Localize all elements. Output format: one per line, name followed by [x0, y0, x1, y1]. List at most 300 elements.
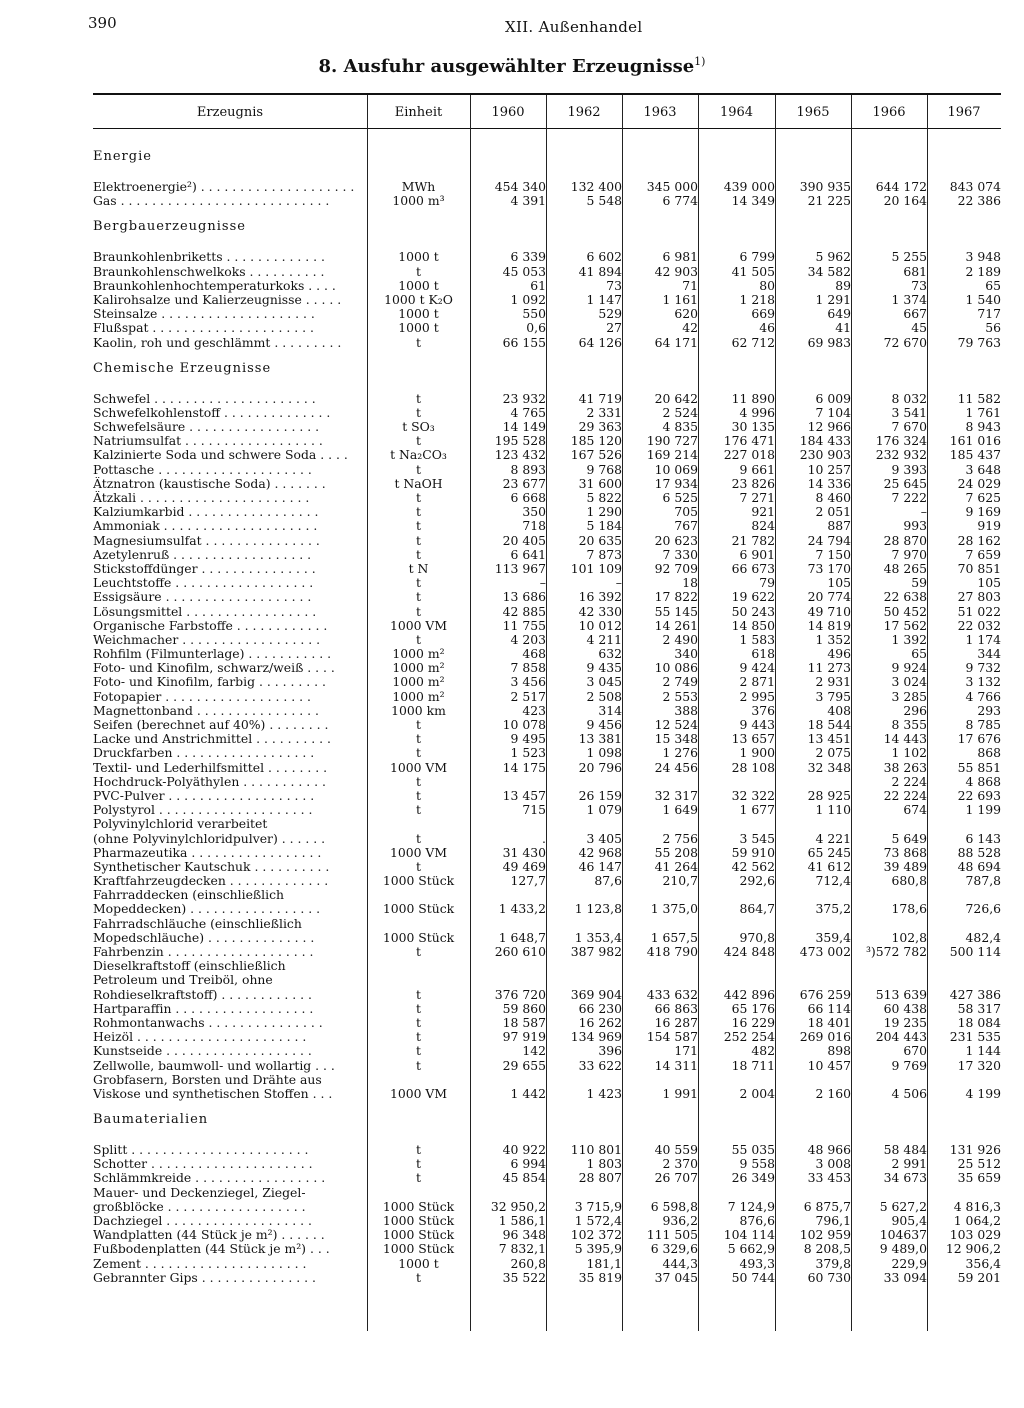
value-cell: 424 848	[723, 945, 775, 959]
value-cell: 28 925	[807, 788, 851, 803]
value-cell: 620	[674, 307, 698, 322]
value-cell	[470, 1186, 546, 1200]
value-cell: 92 709	[654, 561, 698, 576]
value-cell: 73 170	[807, 561, 851, 576]
product-name: Gebrannter Gips . . . . . . . . . . . . . . .	[93, 1270, 316, 1285]
product-name: Pharmazeutika . . . . . . . . . . . . . . . . .	[93, 845, 322, 860]
value-cell: 28 870	[883, 533, 927, 548]
value-cell	[775, 775, 851, 789]
value-cell	[698, 888, 775, 902]
unit-cell: t	[416, 1270, 421, 1285]
value-cell: 6 994	[510, 1157, 546, 1172]
value-cell: 5 548	[586, 194, 622, 209]
product-name: Viskose und synthetischen Stoffen . . .	[93, 1086, 333, 1101]
value-cell: 42 885	[502, 604, 546, 619]
value-cell	[470, 959, 546, 973]
value-cell: 50 243	[731, 604, 775, 619]
value-cell: 2 370	[662, 1157, 698, 1172]
value-cell: 439 000	[723, 180, 775, 194]
value-cell: 32 348	[807, 760, 851, 775]
unit-cell: t Na₂CO₃	[390, 448, 447, 463]
value-cell: 35 819	[578, 1270, 622, 1285]
value-cell: 22 386	[957, 194, 1002, 209]
value-cell: 1 423	[586, 1086, 622, 1101]
table-row	[93, 406, 1001, 420]
unit-cell	[367, 1186, 470, 1200]
value-cell: 2 004	[739, 1086, 775, 1101]
value-cell: 19 235	[883, 1015, 927, 1030]
value-cell: 6 774	[662, 194, 698, 209]
section-row	[93, 220, 1001, 238]
value-cell: 3 545	[739, 831, 775, 846]
product-name: Foto- und Kinofilm, farbig . . . . . . . . .	[93, 675, 326, 690]
value-cell: 6 901	[739, 547, 775, 562]
top-rule	[93, 93, 1001, 95]
value-cell	[851, 1073, 927, 1087]
value-cell	[927, 959, 1001, 973]
value-cell: 60 438	[883, 1001, 927, 1016]
value-cell: 113 967	[494, 561, 546, 576]
value-cell: 5 822	[586, 491, 622, 505]
value-cell: 5 662,9	[727, 1242, 775, 1257]
value-cell: 1 161	[662, 292, 698, 307]
unit-cell: t	[416, 1030, 421, 1045]
value-cell: 717	[977, 307, 1002, 322]
value-cell: 181,1	[586, 1256, 622, 1271]
value-cell: 79	[759, 576, 775, 591]
product-name: Fotopapier . . . . . . . . . . . . . . . . . . .	[93, 689, 311, 704]
value-cell: 6 009	[815, 391, 851, 406]
table-row	[93, 548, 1001, 562]
value-cell: 843 074	[949, 180, 1002, 194]
value-cell: 9 424	[739, 661, 775, 676]
value-cell: 42	[682, 321, 698, 336]
unit-cell: t	[416, 505, 421, 520]
section-heading: Energie	[93, 150, 152, 164]
value-cell: 1 079	[586, 803, 622, 818]
value-cell: 376	[751, 703, 775, 718]
value-cell: 176 471	[723, 434, 775, 449]
value-cell: 65	[911, 647, 927, 662]
value-cell: 232 932	[875, 448, 927, 463]
value-cell: 8 893	[510, 462, 546, 477]
unit-cell: 1000 Stück	[382, 1242, 455, 1257]
spacer	[93, 1131, 1001, 1143]
value-cell: 105	[827, 576, 851, 591]
value-cell: 176 324	[875, 434, 927, 449]
value-cell	[775, 817, 851, 831]
value-cell: 824	[751, 519, 775, 534]
value-cell: 433 632	[646, 987, 698, 1002]
value-cell: 427 386	[949, 987, 1002, 1002]
value-cell: 5 649	[891, 831, 927, 846]
value-cell: 55 208	[654, 845, 698, 860]
value-cell: 4 391	[510, 194, 546, 209]
value-cell: 1 375,0	[650, 902, 698, 917]
value-cell: 102,8	[891, 930, 927, 945]
value-cell: 10 078	[502, 718, 546, 732]
value-cell: 127,7	[510, 874, 546, 889]
value-cell: 24 029	[957, 476, 1002, 491]
value-cell	[622, 775, 698, 789]
value-cell: 2 756	[662, 831, 698, 846]
product-name: Lösungsmittel . . . . . . . . . . . . . . . . .	[93, 604, 317, 619]
spacer	[93, 238, 1001, 250]
product-name: Heizöl . . . . . . . . . . . . . . . . . . . . . .	[93, 1030, 307, 1045]
product-name: Kalziumkarbid . . . . . . . . . . . . . . . . .	[93, 505, 319, 520]
value-cell: 131 926	[949, 1143, 1002, 1158]
table-row	[93, 888, 1001, 902]
value-cell: 18	[682, 576, 698, 591]
value-cell: 17 320	[957, 1058, 1002, 1073]
value-cell: 296	[903, 703, 927, 718]
product-name: Braunkohlenhochtemperaturkoks . . . .	[93, 278, 336, 293]
value-cell: 8 460	[815, 491, 851, 505]
unit-cell: t	[416, 576, 421, 591]
value-cell: 58 484	[883, 1143, 927, 1158]
value-cell: 796,1	[815, 1214, 851, 1228]
value-cell: 22 638	[883, 590, 927, 605]
value-cell: 5 627,2	[879, 1199, 927, 1214]
value-cell: 3 285	[891, 689, 927, 704]
unit-cell: t	[416, 604, 421, 619]
value-cell: 46 147	[578, 859, 622, 874]
value-cell: 29 363	[578, 420, 622, 435]
value-cell: 21 782	[731, 533, 775, 548]
value-cell: 55 145	[654, 604, 698, 619]
value-cell: 418 790	[646, 945, 698, 959]
product-name: Weichmacher . . . . . . . . . . . . . . . . . .	[93, 632, 321, 647]
value-cell: 705	[674, 505, 698, 520]
unit-cell: MWh	[401, 180, 436, 194]
value-cell: 33 622	[578, 1058, 622, 1073]
value-cell: 444,3	[662, 1256, 698, 1271]
value-cell	[851, 959, 927, 973]
product-name: Kaolin, roh und geschlämmt . . . . . . . . .	[93, 335, 342, 350]
unit-cell: t	[416, 1157, 421, 1172]
value-cell: 14 443	[883, 732, 927, 747]
value-cell	[851, 973, 927, 987]
value-cell: 8 355	[891, 718, 927, 732]
value-cell: 161 016	[949, 434, 1002, 449]
value-cell: 70 851	[957, 561, 1002, 576]
value-cell: 2 553	[662, 689, 698, 704]
value-cell: 26 159	[578, 788, 622, 803]
value-cell: 32 322	[731, 788, 775, 803]
value-cell: 42 968	[578, 845, 622, 860]
product-name: (ohne Polyvinylchloridpulver) . . . . . .	[93, 831, 326, 846]
value-cell: 9 393	[891, 462, 927, 477]
value-cell: 16 262	[578, 1015, 622, 1030]
value-cell: 10 069	[654, 462, 698, 477]
value-cell: 28 108	[731, 760, 775, 775]
value-cell: 25 512	[957, 1157, 1002, 1172]
unit-cell: t	[416, 335, 421, 350]
value-cell: 33 453	[807, 1171, 851, 1186]
unit-cell: t	[416, 462, 421, 477]
value-cell: 48 694	[957, 859, 1002, 874]
value-cell: 49 710	[807, 604, 851, 619]
value-cell: 1 174	[965, 632, 1002, 647]
value-cell: 230 903	[799, 448, 851, 463]
value-cell: 204 443	[875, 1030, 927, 1045]
product-name: Polyvinylchlorid verarbeitet	[93, 817, 268, 832]
table-row	[93, 761, 1001, 775]
value-cell: 3 948	[965, 250, 1002, 265]
header-1966: 1966	[872, 104, 906, 120]
product-name: Ätzkali . . . . . . . . . . . . . . . . . . . . . .	[93, 491, 310, 505]
product-name: Schwefelsäure . . . . . . . . . . . . . . . . .	[93, 420, 320, 435]
value-cell	[470, 973, 546, 987]
table-row	[93, 832, 1001, 846]
value-cell: 14 311	[654, 1058, 698, 1073]
product-name: Rohdieselkraftstoff) . . . . . . . . . . . .	[93, 987, 312, 1002]
value-cell	[546, 1186, 622, 1200]
value-cell: 185 437	[949, 448, 1002, 463]
value-cell: 993	[903, 519, 927, 534]
value-cell	[698, 817, 775, 831]
product-name: Essigsäure . . . . . . . . . . . . . . . . . . .	[93, 590, 312, 605]
value-cell: 473 002	[799, 945, 851, 959]
value-cell: 1 218	[739, 292, 775, 307]
value-cell	[927, 888, 1001, 902]
unit-cell: 1000 Stück	[382, 1228, 455, 1243]
value-cell: 970,8	[739, 930, 775, 945]
value-cell: 1 290	[586, 505, 622, 520]
value-cell: 23 677	[502, 476, 546, 491]
unit-cell: t	[416, 405, 421, 420]
value-cell: 26 707	[654, 1171, 698, 1186]
unit-cell: 1000 VM	[389, 845, 448, 860]
header-1960: 1960	[491, 104, 525, 120]
value-cell	[622, 1073, 698, 1087]
product-name: großblöcke . . . . . . . . . . . . . . . . . .	[93, 1199, 306, 1214]
value-cell: 11 582	[957, 391, 1002, 406]
value-cell: 632	[598, 647, 622, 662]
value-cell: 6 525	[662, 491, 698, 505]
unit-cell: t	[416, 1001, 421, 1016]
value-cell: 4 835	[662, 420, 698, 435]
value-cell: 3 795	[815, 689, 851, 704]
value-cell: 18 544	[807, 718, 851, 732]
product-name: Fahrraddecken (einschließlich	[93, 888, 285, 903]
value-cell: 1 353,4	[574, 930, 622, 945]
value-cell: 340	[674, 647, 698, 662]
value-cell	[775, 888, 851, 902]
value-cell: 4 203	[510, 632, 546, 647]
unit-cell	[367, 973, 470, 987]
product-name: PVC-Pulver . . . . . . . . . . . . . . . . . . .	[93, 788, 315, 803]
table-row	[93, 874, 1001, 888]
table-row	[93, 1143, 1001, 1157]
table-row	[93, 917, 1001, 931]
value-cell: 35 522	[502, 1270, 546, 1285]
value-cell: 39 489	[883, 859, 927, 874]
header-einheit: Einheit	[394, 104, 443, 120]
value-cell: 20 405	[502, 533, 546, 548]
table-row	[93, 336, 1001, 350]
value-cell	[470, 775, 546, 789]
table-row	[93, 1073, 1001, 1087]
table-row	[93, 619, 1001, 633]
value-cell: 48 265	[883, 561, 927, 576]
table-row	[93, 732, 1001, 746]
value-cell: 2 051	[815, 505, 851, 520]
table-row	[93, 1228, 1001, 1242]
value-cell: 10 012	[578, 618, 622, 633]
value-cell	[546, 1073, 622, 1087]
value-cell: 1 583	[739, 632, 775, 647]
product-name: Hartparaffin . . . . . . . . . . . . . . . . . .	[93, 1001, 314, 1016]
table-row	[93, 1271, 1001, 1285]
value-cell: 35 659	[957, 1171, 1002, 1186]
value-cell: 2 749	[662, 675, 698, 690]
value-cell: 482,4	[965, 930, 1002, 945]
product-name: Flußspat . . . . . . . . . . . . . . . . . . . . .	[93, 321, 314, 336]
value-cell: 6 598,8	[650, 1199, 698, 1214]
value-cell: 2 517	[510, 689, 546, 704]
value-cell: 51 022	[957, 604, 1002, 619]
value-cell: 14 349	[731, 194, 775, 209]
product-name: Pottasche . . . . . . . . . . . . . . . . . . . .	[93, 462, 312, 477]
product-name: Kunstseide . . . . . . . . . . . . . . . . . . .	[93, 1044, 312, 1059]
value-cell: 7 659	[965, 547, 1002, 562]
value-cell: 154 587	[646, 1030, 698, 1045]
value-cell: 102 959	[799, 1228, 851, 1243]
value-cell: 12 906,2	[945, 1242, 1002, 1257]
unit-cell: 1000 Stück	[382, 930, 455, 945]
unit-cell: t	[416, 547, 421, 562]
value-cell	[622, 917, 698, 931]
table-row	[93, 1157, 1001, 1171]
value-cell: 454 340	[494, 180, 546, 194]
value-cell: 1 291	[815, 292, 851, 307]
section-row	[93, 150, 1001, 168]
value-cell: 1 649	[662, 803, 698, 818]
product-name: Kalzinierte Soda und schwere Soda . . . .	[93, 448, 348, 463]
value-cell: 15 348	[654, 732, 698, 747]
table-row	[93, 463, 1001, 477]
value-cell: 28 807	[578, 1171, 622, 1186]
value-cell: 3 715,9	[574, 1199, 622, 1214]
value-cell: 17 934	[654, 476, 698, 491]
value-cell: 65 176	[731, 1001, 775, 1016]
value-cell: 11 273	[807, 661, 851, 676]
value-cell: 18 711	[731, 1058, 775, 1073]
value-cell: 670	[903, 1044, 927, 1059]
value-cell: 482	[751, 1044, 775, 1059]
value-cell: 718	[522, 519, 546, 534]
value-cell: 7 670	[891, 420, 927, 435]
value-cell: –	[615, 576, 622, 591]
value-cell	[698, 1073, 775, 1087]
unit-cell: t	[416, 1171, 421, 1186]
value-cell: 550	[522, 307, 546, 322]
product-name: Lacke und Anstrichmittel . . . . . . . . . .	[93, 732, 331, 747]
value-cell: 185 120	[570, 434, 622, 449]
value-cell	[775, 917, 851, 931]
value-cell: 111 505	[646, 1228, 698, 1243]
value-cell: 21 225	[807, 194, 851, 209]
value-cell: 9 924	[891, 661, 927, 676]
value-cell: 13 381	[578, 732, 622, 747]
value-cell: 868	[977, 746, 1002, 761]
value-cell: 134 969	[570, 1030, 622, 1045]
value-cell: 1 123,8	[574, 902, 622, 917]
value-cell	[775, 959, 851, 973]
value-cell: 38 263	[883, 760, 927, 775]
value-cell: 40 922	[502, 1143, 546, 1158]
value-cell: 45 854	[502, 1171, 546, 1186]
value-cell: 13 686	[502, 590, 546, 605]
value-cell: 1 098	[586, 746, 622, 761]
value-cell: 71	[682, 278, 698, 293]
unit-cell: 1000 Stück	[382, 874, 455, 889]
value-cell: 59 910	[731, 845, 775, 860]
value-cell: 260,8	[510, 1256, 546, 1271]
value-cell: 64 126	[578, 335, 622, 350]
value-cell: 59	[911, 576, 927, 591]
header-1962: 1962	[567, 104, 601, 120]
value-cell	[698, 775, 775, 789]
value-cell: 20 642	[654, 391, 698, 406]
value-cell	[851, 917, 927, 931]
value-cell: 6 799	[739, 250, 775, 265]
table-row	[93, 647, 1001, 661]
table-row	[93, 860, 1001, 874]
value-cell: 1 199	[965, 803, 1002, 818]
unit-cell: t	[416, 1015, 421, 1030]
table-row	[93, 1030, 1001, 1044]
spacer	[93, 1101, 1001, 1113]
value-cell: 468	[522, 647, 546, 662]
value-cell: 190 727	[646, 434, 698, 449]
value-cell: 6 875,7	[803, 1199, 851, 1214]
value-cell	[698, 959, 775, 973]
value-cell: 17 562	[883, 618, 927, 633]
value-cell: 674	[903, 803, 927, 818]
value-cell: 14 175	[502, 760, 546, 775]
unit-cell: 1000 Stück	[382, 1199, 455, 1214]
product-name: Dachziegel . . . . . . . . . . . . . . . . . . .	[93, 1214, 312, 1228]
value-cell: 229,9	[891, 1256, 927, 1271]
table-row	[93, 690, 1001, 704]
value-cell: 1 540	[965, 292, 1002, 307]
product-name: Rohmontanwachs . . . . . . . . . . . . . . .	[93, 1015, 323, 1030]
value-cell: 5 395,9	[574, 1242, 622, 1257]
table-row	[93, 1200, 1001, 1214]
value-cell: 14 850	[731, 618, 775, 633]
product-name: Gas . . . . . . . . . . . . . . . . . . . . . . . . . . .	[93, 194, 330, 209]
unit-cell: t	[416, 590, 421, 605]
value-cell: 27 803	[957, 590, 1002, 605]
section-row	[93, 362, 1001, 380]
table-row	[93, 1171, 1001, 1185]
value-cell: 726,6	[965, 902, 1002, 917]
spacer-row	[93, 1101, 1001, 1113]
unit-cell: t	[416, 391, 421, 406]
value-cell	[851, 888, 927, 902]
value-cell: 314	[598, 703, 622, 718]
product-name: Zellwolle, baumwoll- und wollartig . . .	[93, 1058, 335, 1073]
value-cell: 269 016	[799, 1030, 851, 1045]
value-cell: 493,3	[739, 1256, 775, 1271]
table-row	[93, 973, 1001, 987]
value-cell: 8 032	[891, 391, 927, 406]
value-cell	[622, 888, 698, 902]
value-cell: 59 201	[957, 1270, 1002, 1285]
product-name: Dieselkraftstoff (einschließlich	[93, 959, 286, 974]
